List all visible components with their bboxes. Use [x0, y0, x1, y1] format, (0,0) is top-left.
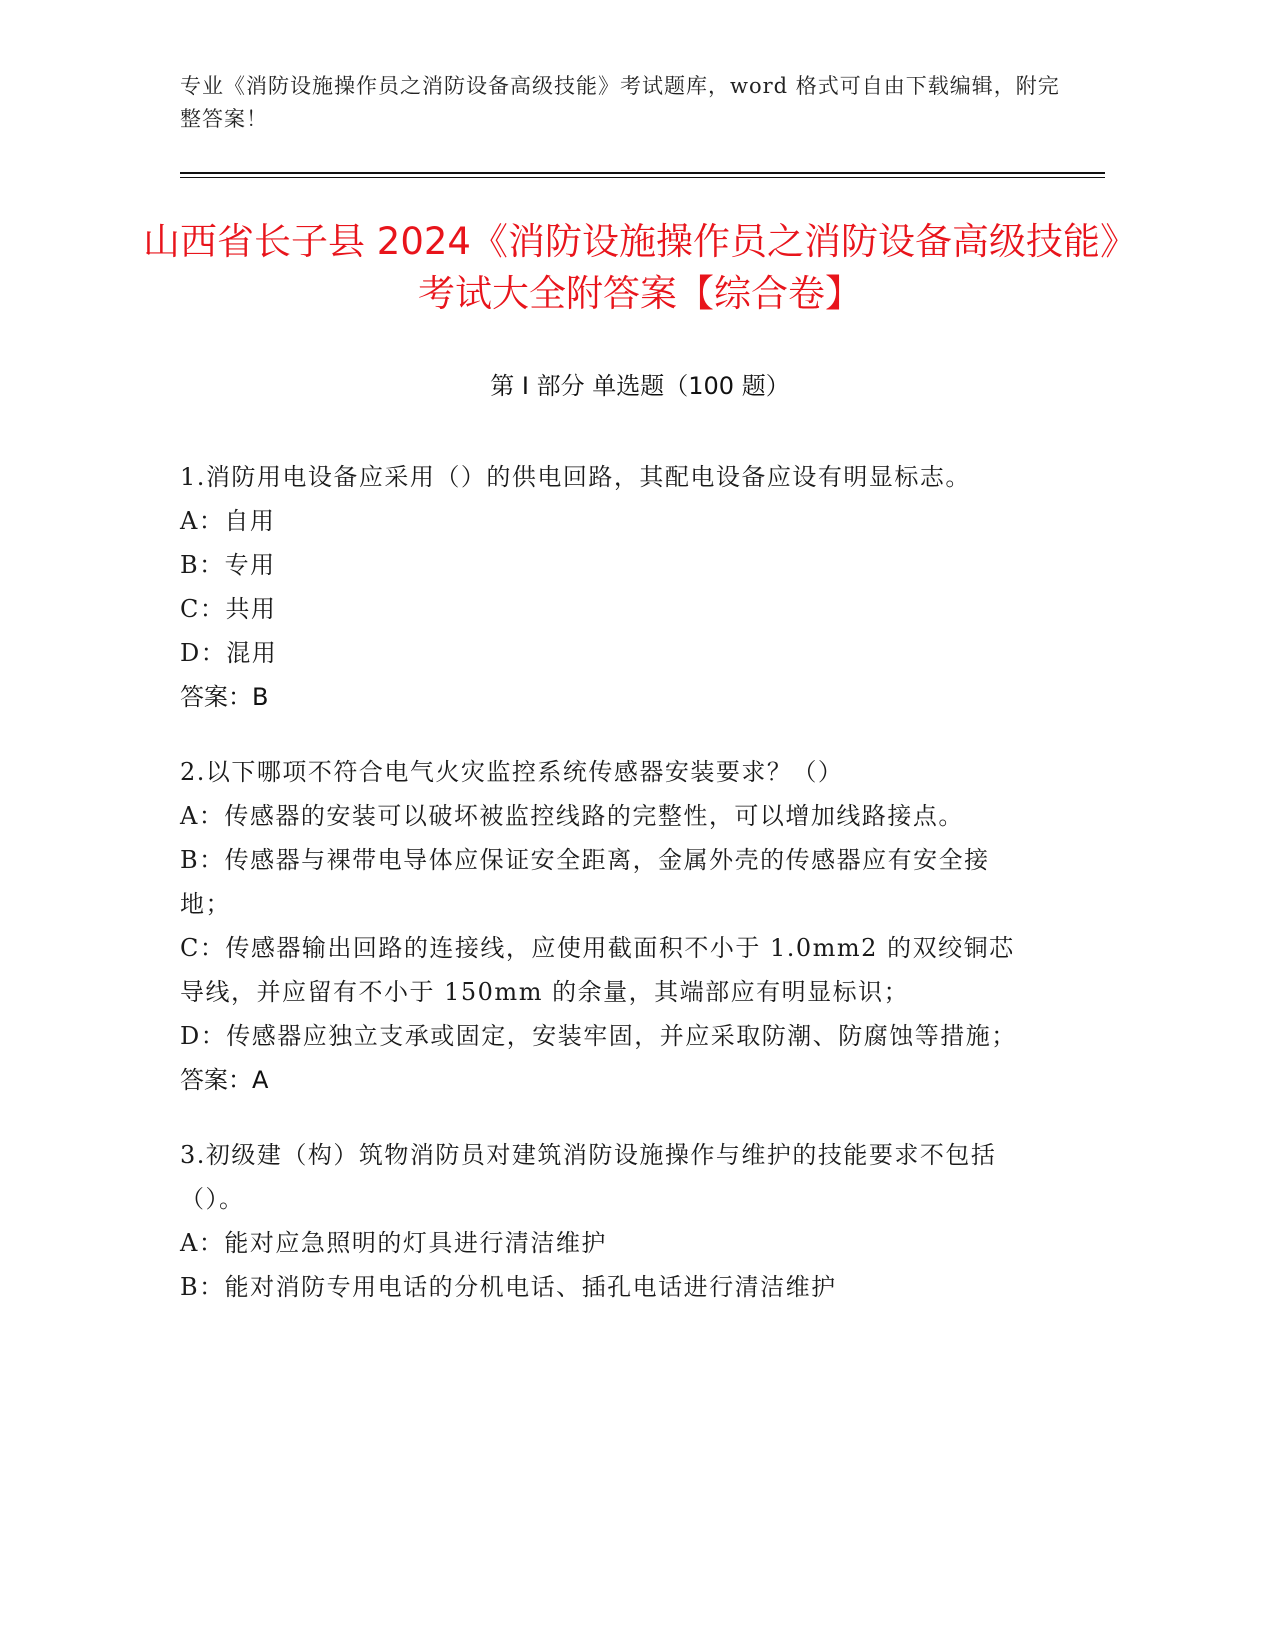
question-list — [180, 455, 1040, 1340]
option-a: A：能对应急照明的灯具进行清洁维护 — [180, 1229, 607, 1257]
option-c: C：传感器输出回路的连接线，应使用截面积不小于 1.0mm2 的双绞铜芯导线，并应留有不小于 150mm 的余量，其端部应有明显标识； — [180, 934, 1015, 1006]
section-title: 第 I 部分 单选题（100 题） — [490, 372, 790, 400]
question-1 — [180, 455, 1040, 719]
question-stem: 1.消防用电设备应采用（）的供电回路，其配电设备应设有明显标志。 — [180, 463, 971, 491]
question-3 — [180, 1133, 1040, 1309]
option-b: B：传感器与裸带电导体应保证安全距离，金属外壳的传感器应有安全接地； — [180, 846, 990, 918]
option-a: A：传感器的安装可以破坏被监控线路的完整性，可以增加线路接点。 — [180, 802, 964, 830]
question-2 — [180, 750, 1040, 1102]
option-d: D：传感器应独立支承或固定，安装牢固，并应采取防潮、防腐蚀等措施； — [180, 1022, 1017, 1050]
header-divider-thick — [180, 172, 1105, 174]
header-divider-thin — [180, 177, 1105, 178]
option-d: D：混用 — [180, 639, 278, 667]
question-stem: 3.初级建（构）筑物消防员对建筑消防设施操作与维护的技能要求不包括（）。 — [180, 1141, 997, 1213]
question-stem: 2.以下哪项不符合电气火灾监控系统传感器安装要求？（） — [180, 758, 844, 786]
option-b: B：能对消防专用电话的分机电话、插孔电话进行清洁维护 — [180, 1273, 837, 1301]
answer: 答案：A — [180, 1066, 269, 1094]
answer: 答案：B — [180, 683, 269, 711]
document-title: 山西省长子县 2024《消防设施操作员之消防设备高级技能》考试大全附答案【综合卷】 — [143, 220, 1137, 315]
header-note: 专业《消防设施操作员之消防设备高级技能》考试题库，word 格式可自由下载编辑，附完整答案！ — [180, 74, 1060, 131]
option-c: C：共用 — [180, 595, 277, 623]
option-b: B：专用 — [180, 551, 276, 579]
option-a: A：自用 — [180, 507, 276, 535]
